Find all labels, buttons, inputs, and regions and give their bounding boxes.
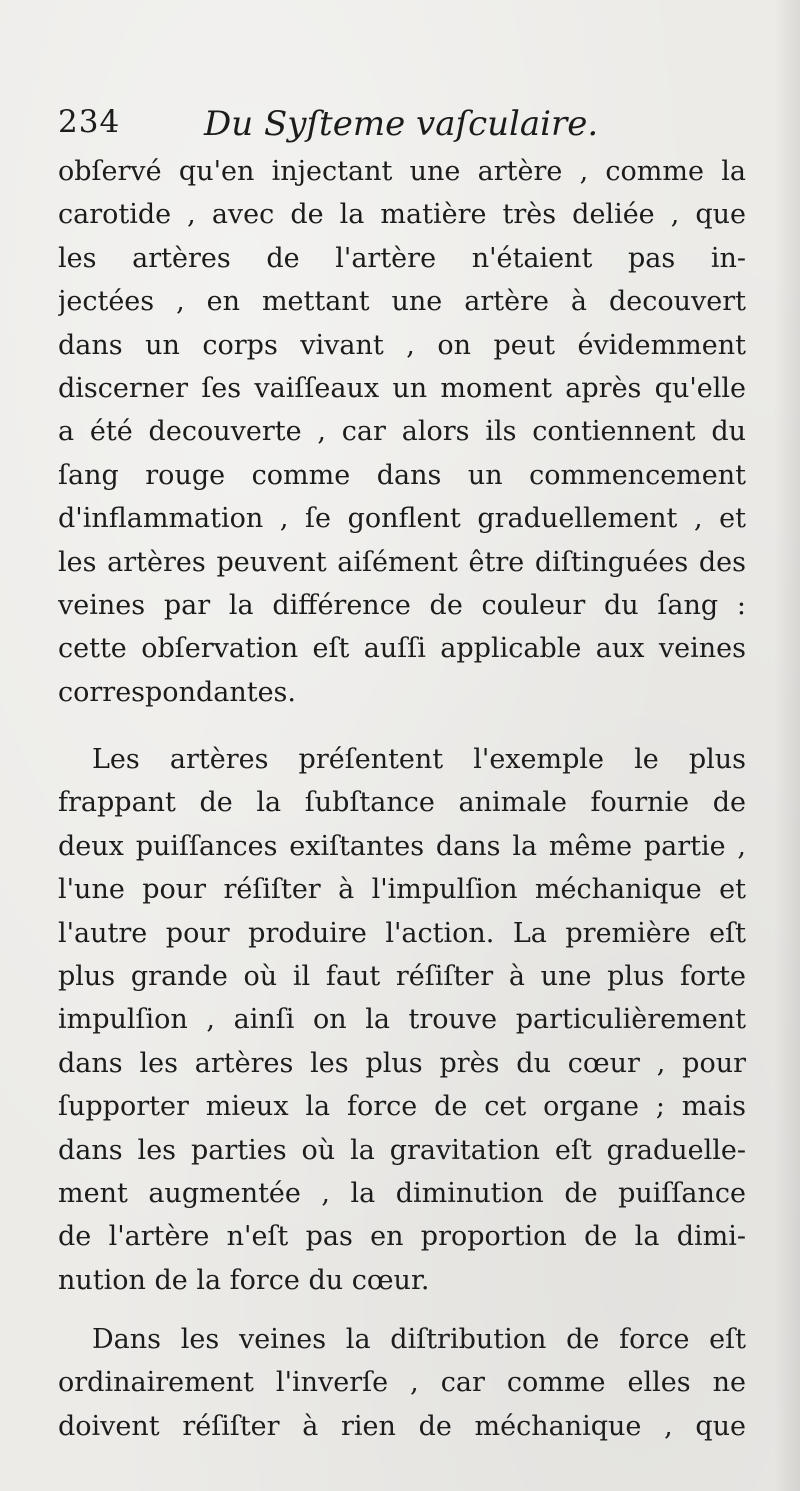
text-line: les artères peuvent aiſément être diſtinguées des <box>58 546 746 578</box>
page-header <box>58 104 748 148</box>
text-line: d'inflammation , ſe gonflent graduellement , et <box>58 503 746 535</box>
text-line: dans les parties où la gravitation eſt graduelle- <box>58 1134 746 1166</box>
paragraph-1 <box>58 150 746 714</box>
text-line: frappant de la ſubſtance animale fournie de <box>58 787 746 819</box>
text-line: carotide , avec de la matière très deliée , que <box>58 199 746 231</box>
text-line: impulſion , ainſi on la trouve particulièrement <box>58 1004 746 1036</box>
page-edge-shadow <box>774 0 800 1491</box>
text-line: jectées , en mettant une artère à decouvert <box>58 286 746 318</box>
text-line: discerner ſes vaiſſeaux un moment après qu'elle <box>58 372 746 404</box>
text-line: Les artères préſentent l'exemple le plus <box>92 744 746 775</box>
text-line: dans un corps vivant , on peut évidemment <box>58 329 746 361</box>
text-line: ſang rouge comme dans un commencement <box>58 459 746 491</box>
text-line: dans les artères les plus près du cœur , pour <box>58 1047 746 1079</box>
text-line: cette obſervation eſt auſſi applicable aux veines <box>58 633 746 665</box>
page-number: 234 <box>58 104 121 140</box>
paragraph-3 <box>58 1318 746 1448</box>
text-line: nution de la force du cœur. <box>58 1264 430 1296</box>
text-line: de l'artère n'eſt pas en proportion de la dimi- <box>58 1221 746 1253</box>
text-line: l'autre pour produire l'action. La première eſt <box>58 917 746 949</box>
text-line: doivent réſiſter à rien de méchanique , que <box>58 1410 746 1442</box>
text-line: Dans les veines la diſtribution de force eſt <box>92 1324 746 1355</box>
text-line: a été decouverte , car alors ils contiennent du <box>58 416 746 448</box>
text-line: veines par la différence de couleur du ſang : <box>58 589 746 621</box>
text-line: l'une pour réſiſter à l'impulſion méchanique et <box>58 874 746 906</box>
text-line: ment augmentée , la diminution de puiſſance <box>58 1177 746 1209</box>
running-title: Du Syſteme vaſculaire. <box>204 104 599 144</box>
paragraph-2 <box>58 738 746 1302</box>
text-line: correspondantes. <box>58 676 296 708</box>
text-line: les artères de l'artère n'étaient pas in- <box>58 242 746 274</box>
text-line: ordinairement l'inverſe , car comme elles ne <box>58 1367 746 1399</box>
text-line: obſervé qu'en injectant une artère , comme la <box>58 156 746 187</box>
text-line: deux puiſſances exiſtantes dans la même partie , <box>58 830 746 862</box>
text-line: plus grande où il faut réſiſter à une plus forte <box>58 960 746 992</box>
text-line: ſupporter mieux la force de cet organe ; mais <box>58 1091 746 1123</box>
